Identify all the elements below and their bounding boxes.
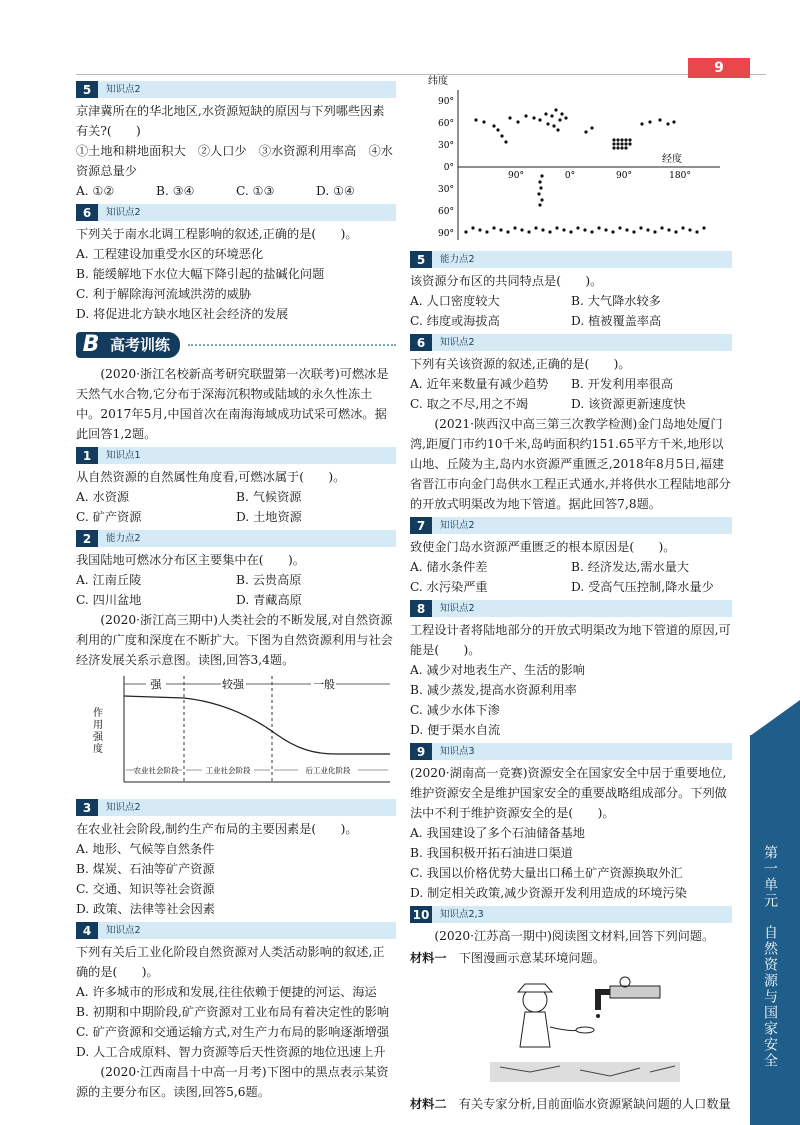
stage-label: 后工业化阶段	[305, 766, 351, 775]
resource-dot	[506, 230, 509, 233]
question-header-2	[76, 530, 396, 547]
resource-dot	[612, 142, 615, 145]
resource-dot	[513, 226, 516, 229]
material-text: 下图漫画示意某环境问题。	[458, 951, 605, 965]
ability-tag: 能力点2	[106, 532, 141, 544]
y-tick: 90°	[438, 97, 454, 107]
knowledge-tag: 知识点2	[106, 924, 141, 936]
option-c: C. 纬度或海拔高	[410, 314, 500, 328]
material-one	[410, 948, 732, 968]
material-label: 材料二	[410, 1097, 447, 1111]
resource-dot	[496, 128, 499, 131]
resource-dot	[612, 138, 615, 141]
option-a: A. 我国建设了多个石油储备基地	[410, 826, 585, 840]
option-d: D. 人工合成原料、智力资源等后天性资源的地位迅速上升	[76, 1045, 386, 1059]
resource-dot	[583, 228, 586, 231]
question-stem: 在农业社会阶段,制约生产布局的主要因素是( )。	[76, 822, 358, 836]
option-c: C. 四川盆地	[76, 593, 142, 607]
option-b: B. 经济发达,需水量大	[571, 560, 690, 574]
resource-dot	[464, 230, 467, 233]
resource-dot	[624, 138, 627, 141]
option-a: A. 人口密度较大	[410, 294, 500, 308]
resource-dot	[550, 114, 553, 117]
resource-dot	[625, 228, 628, 231]
resource-dot	[620, 146, 623, 149]
knowledge-tag: 知识点2	[440, 336, 475, 348]
question-stem: 该资源分布区的共同特点是( )。	[410, 274, 603, 288]
question-header-8	[410, 600, 732, 617]
resource-dot	[666, 122, 669, 125]
resource-dot	[624, 146, 627, 149]
question-number: 8	[410, 600, 432, 617]
option-a: A. ①②	[76, 184, 115, 198]
option-c: C. 取之不尽,用之不竭	[410, 397, 529, 411]
x-tick: 90°	[508, 171, 524, 181]
farmer-body	[520, 1012, 550, 1047]
resource-dot	[541, 228, 544, 231]
passage: (2020·浙江高三期中)人类社会的不断发展,对自然资源利用的广度和深度在不断扩大。下图为自然资源利用与社会经济发展关系示意图。读图,回答3,4题。	[76, 613, 393, 667]
y-tick: 90°	[438, 229, 454, 239]
question-stem: 京津冀所在的华北地区,水资源短缺的原因与下列哪些因素有关?( )	[76, 104, 385, 138]
resource-dot	[532, 116, 535, 119]
strength-label: 强	[150, 678, 162, 691]
resource-dot	[516, 120, 519, 123]
option-a: A. 近年来数量有减少趋势	[410, 377, 549, 391]
material-two	[410, 1094, 732, 1114]
ability-tag: 能力点2	[440, 253, 475, 265]
option-d: D. 土地资源	[236, 510, 302, 524]
section-banner	[76, 332, 396, 358]
resource-dot	[482, 120, 485, 123]
option-c: C. 减少水体下渗	[410, 703, 500, 717]
resource-dot	[597, 226, 600, 229]
option-b: B. 煤炭、石油等矿产资源	[76, 862, 215, 876]
resource-dot	[562, 228, 565, 231]
options	[410, 557, 732, 597]
resource-dot	[499, 228, 502, 231]
resource-dot	[538, 203, 541, 206]
x-tick: 180°	[669, 171, 691, 181]
resource-dot	[653, 230, 656, 233]
resource-dot	[620, 138, 623, 141]
question-number: 3	[76, 799, 98, 816]
passage: (2020·浙江名校新高考研究联盟第一次联考)可燃冰是天然气水合物,它分布于深海沉积物或陆域的永久性冻土中。2017年5月,中国首次在南海海域成功试采可燃冰。据此回答1,2题。	[76, 367, 389, 441]
resource-dot	[540, 198, 543, 201]
resource-dot	[520, 228, 523, 231]
unit-sidebar	[750, 735, 800, 1125]
option-b: B. 减少蒸发,提高水资源利用率	[410, 683, 577, 697]
option-d: D. 植被覆盖率高	[571, 314, 662, 328]
resource-dot	[660, 226, 663, 229]
option-a: A. 江南丘陵	[76, 573, 142, 587]
resource-dot	[628, 138, 631, 141]
resource-dot	[546, 122, 549, 125]
resource-dot	[640, 122, 643, 125]
right-column	[410, 70, 732, 1116]
resource-dot	[492, 124, 495, 127]
option-b: B. 气候资源	[236, 490, 302, 504]
resource-dot	[485, 230, 488, 233]
option-b: B. 初期和中期阶段,矿产资源对工业布局有着决定性的影响	[76, 1005, 390, 1019]
option-a: A. 水资源	[76, 490, 130, 504]
question-header-6	[76, 204, 396, 221]
question-header-5	[76, 81, 396, 98]
option-c: C. 利于解除海河流域洪涝的威胁	[76, 287, 252, 301]
resource-development-diagram	[76, 674, 396, 786]
question-number: 4	[76, 922, 98, 939]
option-a: A. 工程建设加重受水区的环境恶化	[76, 247, 264, 261]
resource-dot	[474, 118, 477, 121]
unit-title: 第一单元 自然资源与国家安全	[762, 845, 778, 1069]
knowledge-tag: 知识点2	[440, 519, 475, 531]
options	[76, 570, 396, 610]
resource-dot	[628, 142, 631, 145]
y-label: 度	[93, 744, 103, 755]
resource-dot	[616, 138, 619, 141]
options	[76, 181, 396, 201]
question-stem: 致使金门岛水资源严重匮乏的根本原因是( )。	[410, 540, 676, 554]
option-b: B. 云贵高原	[236, 573, 302, 587]
question-number: 9	[410, 743, 432, 760]
y-tick: 60°	[438, 207, 454, 217]
option-d: D. 政策、法律等社会因素	[76, 902, 215, 916]
option-c: C. 矿产资源	[76, 510, 142, 524]
resource-dot	[667, 228, 670, 231]
option-a: A. 减少对地表生产、生活的影响	[410, 663, 585, 677]
resource-dot	[492, 226, 495, 229]
question-header-9	[410, 743, 732, 760]
resource-dot	[590, 126, 593, 129]
option-a: A. 地形、气候等自然条件	[76, 842, 215, 856]
resource-dot	[478, 228, 481, 231]
resource-dot	[695, 230, 698, 233]
option-c: C. 矿产资源和交通运输方式,对生产力布局的影响逐渐增强	[76, 1025, 390, 1039]
page-number: 9	[688, 58, 750, 78]
knowledge-tag: 知识点2	[106, 801, 141, 813]
resource-dot	[555, 226, 558, 229]
option-b: B. 能缓解地下水位大幅下降引起的盐碱化问题	[76, 267, 325, 281]
resource-dot	[576, 226, 579, 229]
question-header-10	[410, 906, 732, 923]
question-header-3	[76, 799, 396, 816]
passage: (2021·陕西汉中高三第三次教学检测)金门岛地处厦门湾,距厦门市约10千米,岛屿面积约151.65平方千米,地形以山地、丘陵为主,岛内水资源严重匮乏,2018年8月5日,福建省晋江市向金门岛供水工程正式通水,并将供水工程陆地部分的开放式明渠改为地下管道。据此回答7,8题。	[410, 417, 731, 511]
question-stem: (2020·江苏高一期中)阅读图文材料,回答下列问题。	[434, 929, 715, 943]
option-b: B. 我国积极开拓石油进口渠道	[410, 846, 573, 860]
sidebar-corner	[750, 700, 800, 736]
option-c: C. 我国以价格优势大量出口稀土矿产资源换取外汇	[410, 866, 683, 880]
resource-dot	[554, 108, 557, 111]
y-label: 强	[93, 732, 103, 743]
resource-dot	[504, 140, 507, 143]
option-d: D. 该资源更新速度快	[571, 397, 686, 411]
question-number: 6	[76, 204, 98, 221]
option-d: D. 将促进北方缺水地区社会经济的发展	[76, 307, 289, 321]
question-stem: 从自然资源的自然属性角度看,可燃冰属于( )。	[76, 470, 346, 484]
bowl	[576, 1027, 594, 1033]
resource-dot	[620, 142, 623, 145]
stage-label: 工业社会阶段	[205, 766, 251, 775]
question-number: 5	[76, 81, 98, 98]
stage-label: 农业社会阶段	[133, 766, 179, 775]
options	[410, 291, 732, 331]
option-c: C. 交通、知识等社会资源	[76, 882, 215, 896]
knowledge-tag: 知识点3	[440, 745, 475, 757]
resource-dot	[590, 230, 593, 233]
resource-dot	[674, 230, 677, 233]
resource-dot	[560, 112, 563, 115]
resource-dot	[508, 116, 511, 119]
resource-dot	[612, 146, 615, 149]
strength-label: 一般	[313, 678, 335, 691]
option-d: D. 青藏高原	[236, 593, 302, 607]
option-d: D. ①④	[316, 184, 355, 198]
options	[410, 374, 732, 414]
question-stem: 工程设计者将陆地部分的开放式明渠改为地下管道的原因,可能是( )。	[410, 623, 731, 657]
resource-dot	[534, 226, 537, 229]
y-label: 作	[93, 708, 103, 719]
material-text: 有关专家分析,目前面临水资源紧缺问题的人口数量	[458, 1097, 731, 1111]
resource-dot	[544, 112, 547, 115]
resource-dot	[471, 226, 474, 229]
banner-letter: B	[76, 332, 106, 358]
y-tick: 30°	[438, 141, 454, 151]
question-number: 5	[410, 251, 432, 268]
resource-dot	[604, 228, 607, 231]
resource-dot	[538, 180, 541, 183]
question-stem: 下列有关后工业化阶段自然资源对人类活动影响的叙述,正确的是( )。	[76, 945, 385, 979]
knowledge-tag: 知识点2	[440, 602, 475, 614]
question-header-6	[410, 334, 732, 351]
resource-dot	[658, 118, 661, 121]
resource-dot	[688, 228, 691, 231]
y-tick: 0°	[443, 163, 454, 173]
resource-dot	[540, 174, 543, 177]
resource-dot	[616, 146, 619, 149]
option-c: C. 水污染严重	[410, 580, 488, 594]
knowledge-tag: 知识点2	[106, 83, 141, 95]
resource-dot	[632, 230, 635, 233]
resource-dot	[672, 120, 675, 123]
resource-dot	[616, 142, 619, 145]
resource-dot	[552, 124, 555, 127]
resource-distribution-map	[410, 70, 732, 242]
option-c: C. ①③	[236, 184, 275, 198]
resource-dot	[539, 186, 542, 189]
resource-dot	[564, 116, 567, 119]
resource-dot	[524, 114, 527, 117]
x-axis-title: 经度	[662, 154, 682, 165]
resource-dot	[537, 192, 540, 195]
knowledge-tag: 知识点2,3	[440, 908, 484, 920]
resource-dot	[624, 142, 627, 145]
option-b: B. 开发利用率很高	[571, 377, 674, 391]
question-header-1	[76, 447, 396, 464]
water-drop	[596, 1014, 600, 1018]
pipe	[610, 986, 660, 998]
y-tick: 30°	[438, 185, 454, 195]
option-b: B. 大气降水较多	[571, 294, 661, 308]
resource-dot	[569, 230, 572, 233]
question-header-7	[410, 517, 732, 534]
x-ticks	[508, 171, 691, 181]
resource-dot	[584, 130, 587, 133]
y-axis-title: 纬度	[428, 76, 448, 87]
resource-dot	[527, 230, 530, 233]
resource-dot	[611, 230, 614, 233]
question-stem: 我国陆地可燃冰分布区主要集中在( )。	[76, 553, 305, 567]
question-stem: (2020·湖南高一竞赛)资源安全在国家安全中居于重要地位,维护资源安全是维护国家安全的重要战略组成部分。下列做法中不利于维护资源安全的是( )。	[410, 766, 727, 820]
question-number: 2	[76, 530, 98, 547]
option-a: A. 许多城市的形成和发展,往往依赖于便捷的河运、海运	[76, 985, 377, 999]
knowledge-tag: 知识点1	[106, 449, 141, 461]
passage: (2020·江西南昌十中高一月考)下图中的黑点表示某资源的主要分布区。读图,回答5,6题。	[76, 1065, 389, 1099]
question-header-5	[410, 251, 732, 268]
resource-dot	[558, 118, 561, 121]
option-d: D. 便于渠水自流	[410, 723, 501, 737]
question-number: 1	[76, 447, 98, 464]
resource-dot	[681, 226, 684, 229]
option-d: D. 受高气压控制,降水量少	[571, 580, 714, 594]
left-column	[76, 78, 396, 1102]
knowledge-tag: 知识点2	[106, 206, 141, 218]
resource-dot	[548, 230, 551, 233]
x-tick: 90°	[616, 171, 632, 181]
question-stem: 下列关于南水北调工程影响的叙述,正确的是( )。	[76, 227, 358, 241]
option-d: D. 制定相关政策,减少资源开发利用造成的环境污染	[410, 886, 687, 900]
water-shortage-cartoon	[490, 972, 680, 1082]
y-ticks	[438, 97, 454, 239]
material-label: 材料一	[410, 951, 447, 965]
resource-dot	[648, 120, 651, 123]
resource-dot	[538, 118, 541, 121]
resource-dot	[556, 128, 559, 131]
strength-label: 较强	[222, 678, 244, 691]
resource-dot	[646, 228, 649, 231]
resource-dot	[702, 226, 705, 229]
resource-dot	[500, 134, 503, 137]
x-tick: 0°	[564, 171, 576, 181]
option-a: A. 储水条件差	[410, 560, 488, 574]
question-number: 7	[410, 517, 432, 534]
y-tick: 60°	[438, 119, 454, 129]
resource-dot	[639, 226, 642, 229]
question-number: 10	[410, 906, 432, 923]
question-number: 6	[410, 334, 432, 351]
banner-title: 高考训练	[106, 332, 180, 358]
strength-curve	[124, 696, 390, 754]
y-label: 用	[93, 720, 103, 731]
resource-dot	[618, 226, 621, 229]
banner-rule	[188, 344, 396, 346]
option-b: B. ③④	[156, 184, 195, 198]
question-items: ①土地和耕地面积大 ②人口少 ③水资源利用率高 ④水资源总量少	[76, 144, 393, 178]
question-header-4	[76, 922, 396, 939]
options	[76, 487, 396, 527]
question-stem: 下列有关该资源的叙述,正确的是( )。	[410, 357, 631, 371]
